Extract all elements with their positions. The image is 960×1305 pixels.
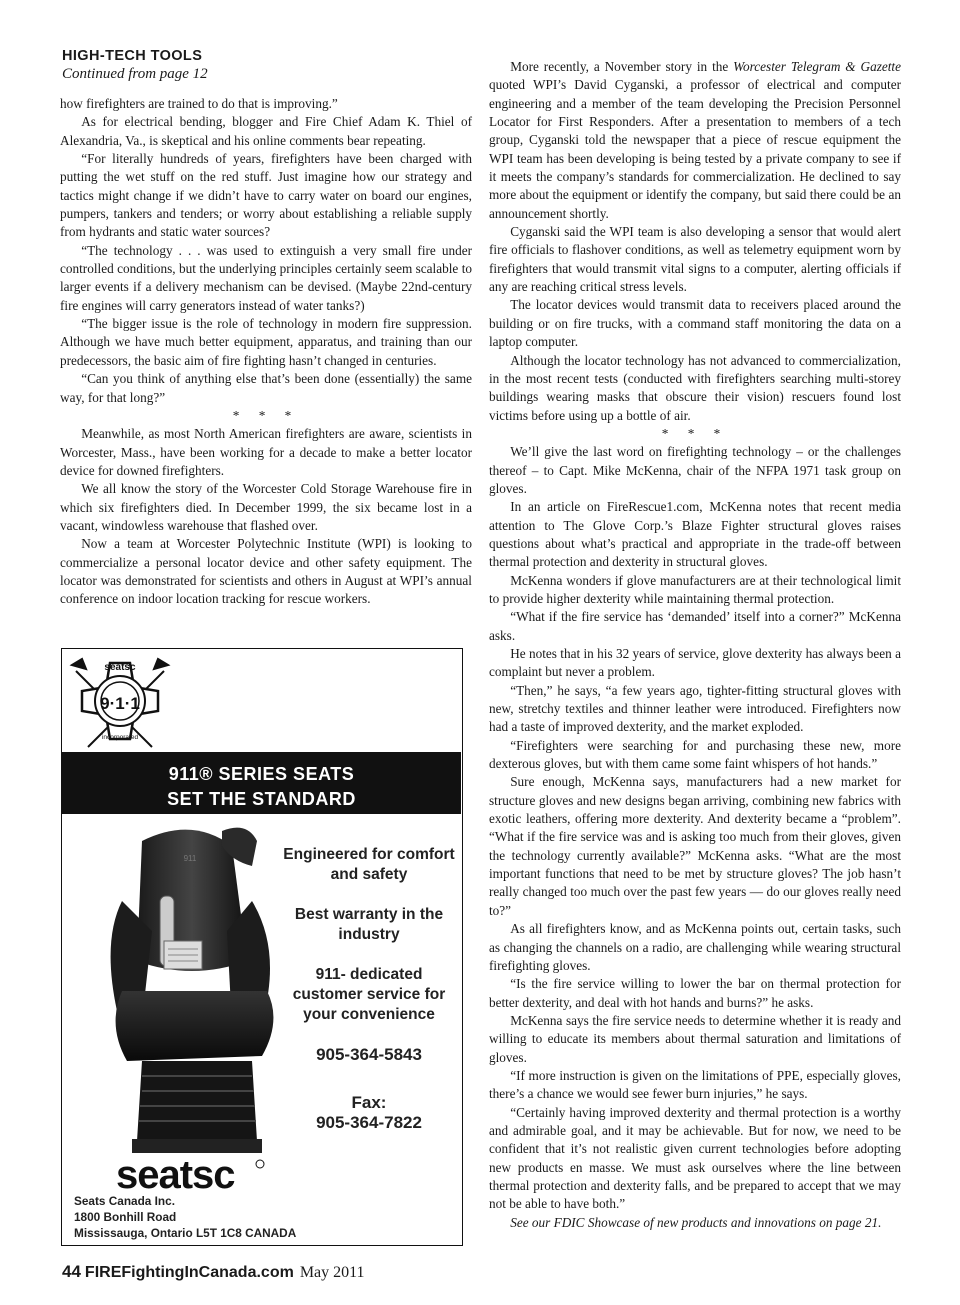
paragraph: The locator devices would transmit data to receivers placed around the building or on fire trucks, with a command staff monitoring the data on a laptop computer. — [489, 297, 901, 350]
paragraph: “What if the fire service has ‘demanded’ itself into a corner?” McKenna asks. — [489, 609, 901, 643]
paragraph: “For literally hundreds of years, firefighters have been charged with putting the wet stuff on the red stuff. Just imagine how our strategy and tactics might change if we didn’t have to carry water on board our engines, pumpers, tankers and tenders; or worry about establishing a reliable supply from hydrants and static water sources? — [60, 151, 472, 240]
page-footer — [62, 1262, 365, 1282]
phone-number: 905-364-5843 — [316, 1045, 422, 1064]
paragraph: Meanwhile, as most North American firefighters are aware, scientists in Worcester, Mass., have been working for a decade to make a better locator device for downed firefighters. — [60, 426, 472, 478]
section-break: * * * — [661, 425, 729, 441]
fax-number: 905-364-7822 — [316, 1113, 422, 1132]
svg-text:seatsc: seatsc — [116, 1153, 235, 1196]
closing-note: See our FDIC Showcase of new products and innovations on page 21. — [510, 1214, 882, 1230]
paragraph: He notes that in his 32 years of service, glove dexterity has always been a complaint but never a problem. — [489, 646, 901, 680]
ad-features — [280, 845, 458, 1133]
seats-911-badge-icon — [68, 651, 172, 749]
paragraph-lead: More recently, a November story in the — [510, 59, 734, 74]
paragraph: “The bigger issue is the role of technology in modern fire suppression. Although we have much better equipment, apparatus, and training than our predecessors, the basic aim of fire fighting hasn’t changed in centuries. — [60, 316, 472, 368]
paragraph: “Can you think of anything else that’s been done (essentially) the same way, for that long?” — [60, 371, 472, 405]
feature-warranty: Best warranty in the industry — [294, 906, 444, 943]
paragraph: Now a team at Worcester Polytechnic Institute (WPI) is looking to commercialize a personal locator device and other safety equipment. The locator was demonstrated for scientists and others in August at WPI’s annual conference on indoor location tracking for rescue workers. — [60, 536, 472, 607]
paragraph: McKenna wonders if glove manufacturers are at their technological limit to provide higher dexterity while maintaining thermal protection. — [489, 572, 901, 606]
paragraph: “The technology . . . was used to extinguish a very small fire under controlled conditions, but the underlying principles certainly seem scalable to larger events if a delivery mechanism can be devised. (Maybe 22nd-century fire engines will carry generators instead of water tanks?) — [60, 242, 472, 313]
section-break: * * * — [232, 407, 300, 423]
paragraph: In an article on FireRescue1.com, McKenna notes that recent media attention to The Glove Corp.’s Blaze Fighter structural gloves raises questions about what’s practical and appropriate in the trade-off between thermal protection and dexterity in structural gloves. — [489, 499, 901, 570]
paragraph: McKenna says the fire service needs to determine whether it is ready and willing to educate its members about thermal saturation and limitations of gloves. — [489, 1012, 901, 1065]
svg-text:911: 911 — [183, 854, 197, 863]
paragraph: “Firefighters were searching for and purchasing these new, more dexterous gloves, but with them came some faint whispers of hot hands.” — [489, 737, 901, 772]
company-address — [74, 1193, 296, 1241]
seat-image — [82, 821, 294, 1166]
seats-advertisement — [61, 648, 463, 1246]
publication-name: Worcester Telegram & Gazette — [733, 59, 901, 74]
page-number: 44 — [62, 1262, 81, 1281]
paragraph: “If more instruction is given on the limitations of PPE, especially gloves, there’s a chance we would see fewer burn injuries,” he says. — [489, 1067, 901, 1102]
svg-text:9·1·1: 9·1·1 — [100, 694, 140, 713]
paragraph: As for electrical bending, blogger and Fire Chief Adam K. Thiel of Alexandria, Va., is skeptical and his online comments bear repeating. — [60, 114, 472, 148]
paragraph: As all firefighters know, and as McKenna points out, certain tasks, such as changing the channels on a radio, are challenging while wearing structural firefighting gloves. — [489, 921, 901, 973]
paragraph: how firefighters are trained to do that is improving.” — [60, 96, 338, 111]
fax-label: Fax: — [351, 1093, 387, 1112]
continued-label: Continued from page 12 — [62, 66, 208, 82]
paragraph: Cyganski said the WPI team is also developing a sensor that would alert fire officials to flashover conditions, as well as telemetry equipment worn by firefighters that would transmit vital signs to a computer, alerting officials if any are reaching critical stress levels. — [489, 224, 901, 295]
right-article-text — [489, 58, 901, 1232]
paragraph — [489, 58, 901, 223]
feature-comfort: Engineered for comfort and safety — [283, 846, 455, 883]
banner-line-1: 911® SERIES SEATS — [168, 764, 355, 784]
ad-banner — [62, 752, 461, 814]
paragraph: “Certainly having improved dexterity and thermal protection is a worthy and admirable goal, and it may be achievable. But for now, we need to be confident that it’s not realistic given current technologies before adopting new products en masse. We must ask ourselves where the line between thermal protection and dexterity falls, and be prepared to accept that we may not be able to have both.” — [489, 1104, 901, 1212]
seats-logo-icon — [110, 1152, 270, 1196]
paragraph: Sure enough, McKenna says, manufacturers had a new market for structure gloves and new designs began arriving, combining new fabrics with exotic leathers, offering more dexterity. And dexterity became a “problem”. “What if the fire service was and is asking too much from their gloves, given the technology currently available?” McKenna asks. “What are the most important functions that need to be met by structure gloves? The job hasn’t really changed too much over the past few years — do our gloves really need to?” — [489, 774, 901, 918]
city-address: Mississauga, Ontario L5T 1C8 CANADA — [74, 1226, 297, 1240]
banner-line-2: SET THE STANDARD — [167, 789, 356, 809]
company-name: Seats Canada Inc. — [74, 1194, 175, 1208]
paragraph: Although the locator technology has not advanced to commercialization, in the most recent tests (conducted with firefighters searching multi-storey buildings wearing masks that obscure their vision) rescuers found lost victims before using up a bottle of air. — [489, 352, 901, 423]
paragraph: “Then,” he says, “a few years ago, tighter-fitting structural gloves with new, stretchy textiles and thinner leather were introduced. Firefighters now had a taste of improved dexterity, and the market exploded. — [489, 682, 901, 735]
feature-service: 911- dedicated customer service for your convenience — [292, 966, 446, 1023]
svg-text:incorporated: incorporated — [101, 734, 139, 741]
street-address: 1800 Bonhill Road — [74, 1210, 177, 1224]
paragraph: We all know the story of the Worcester Cold Storage Warehouse fire in which six firefighters died. In December 1999, the six became lost in a vacant, windowless warehouse that flashed over. — [60, 481, 472, 533]
issue-date: May 2011 — [299, 1264, 365, 1281]
website-name: FIREFightingInCanada.com — [84, 1264, 294, 1281]
left-article-text — [60, 95, 472, 609]
paragraph: We’ll give the last word on firefighting technology – or the challenges thereof – to Capt. Mike McKenna, chair of the NFPA 1971 task group on gloves. — [489, 444, 901, 496]
svg-text:seatsc: seatsc — [104, 662, 136, 673]
section-title: HIGH-TECH TOOLS — [62, 48, 203, 64]
paragraph-rest: quoted WPI’s David Cyganski, a professor of electrical and computer engineering and a member of the team developing the Precision Personnel Locator for First Responders. After a presentation to members of a tech group, Cyganski told the newspaper that a piece of rescue equipment the WPI team has been developing is being tested by a private company to see if it meets the company’s standards for commercialization. He declined to say more about the equipment or identify the company, but said there could be an announcement shortly. — [489, 77, 901, 221]
paragraph: “Is the fire service willing to lower the bar on thermal protection for better dexterity, and deal with hot hands and burns?” he asks. — [489, 976, 901, 1010]
